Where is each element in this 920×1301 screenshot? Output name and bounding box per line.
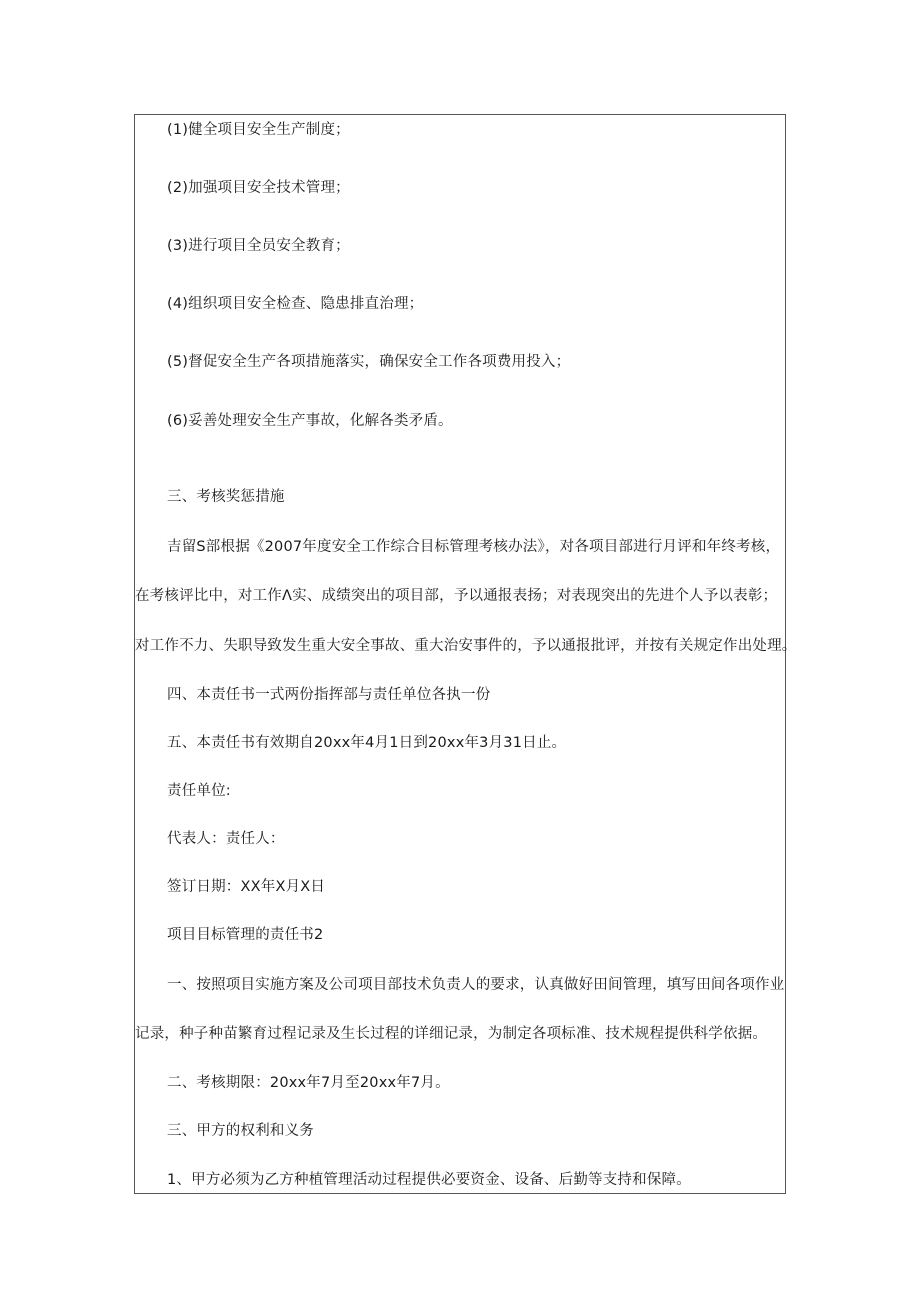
- section-copies: 四、本责任书一式两份指挥部与责任单位各执一份: [167, 687, 491, 703]
- duty-item-1: (1)健全项目安全生产制度；: [167, 122, 350, 138]
- duty-item-3: (3)进行项目全员安全教育；: [167, 238, 350, 254]
- doc2-title: 项目目标管理的责任书2: [167, 927, 324, 943]
- incentives-paragraph-line-1: 吉留S部根据《2007年度安全工作综合目标管理考核办法》，对各项目部进行月评和年终考核，: [167, 539, 781, 555]
- doc2-section1-line-1: 一、按照项目实施方案及公司项目部技术负责人的要求，认真做好田间管理，填写田间各项作业: [167, 977, 785, 993]
- doc2-item-1: 1、甲方必须为乙方种植管理活动过程提供必要资金、设备、后勤等支持和保障。: [167, 1172, 691, 1188]
- representative-label: 代表人：责任人：: [167, 831, 285, 847]
- duty-item-4: (4)组织项目安全检查、隐患排直治理；: [167, 296, 424, 312]
- doc2-section3-heading: 三、甲方的权利和义务: [167, 1123, 314, 1139]
- document-page: [134, 114, 797, 1194]
- doc2-section2: 二、考核期限：20xx年7月至20xx年7月。: [167, 1075, 450, 1091]
- responsible-unit-label: 责任单位:: [167, 783, 231, 799]
- duty-item-2: (2)加强项目安全技术管理；: [167, 180, 350, 196]
- doc2-section1-line-2: 记录，种子种苗繁育过程记录及生长过程的详细记录，为制定各项标准、技术规程提供科学依据。: [135, 1026, 768, 1042]
- incentives-paragraph-line-3: 对工作不力、失职导致发生重大安全事故、重大治安事件的，予以通报批评，并按有关规定作出处理。: [135, 638, 797, 654]
- duty-item-5: (5)督促安全生产各项措施落实，确保安全工作各项费用投入；: [167, 354, 571, 370]
- duty-item-6: (6)妥善处理安全生产事故，化解各类矛盾。: [167, 413, 453, 429]
- incentives-paragraph-line-2: 在考核评比中，对工作Λ实、成绩突出的项目部，予以通报表扬；对表现突出的先进个人予以表彰；: [135, 588, 778, 604]
- sign-date: 签订日期：XX年X月X日: [167, 879, 326, 895]
- section-validity: 五、本责任书有效期自20xx年4月1日到20xx年3月31日止。: [167, 735, 567, 751]
- section-heading-incentives: 三、考核奖惩措施: [167, 489, 285, 505]
